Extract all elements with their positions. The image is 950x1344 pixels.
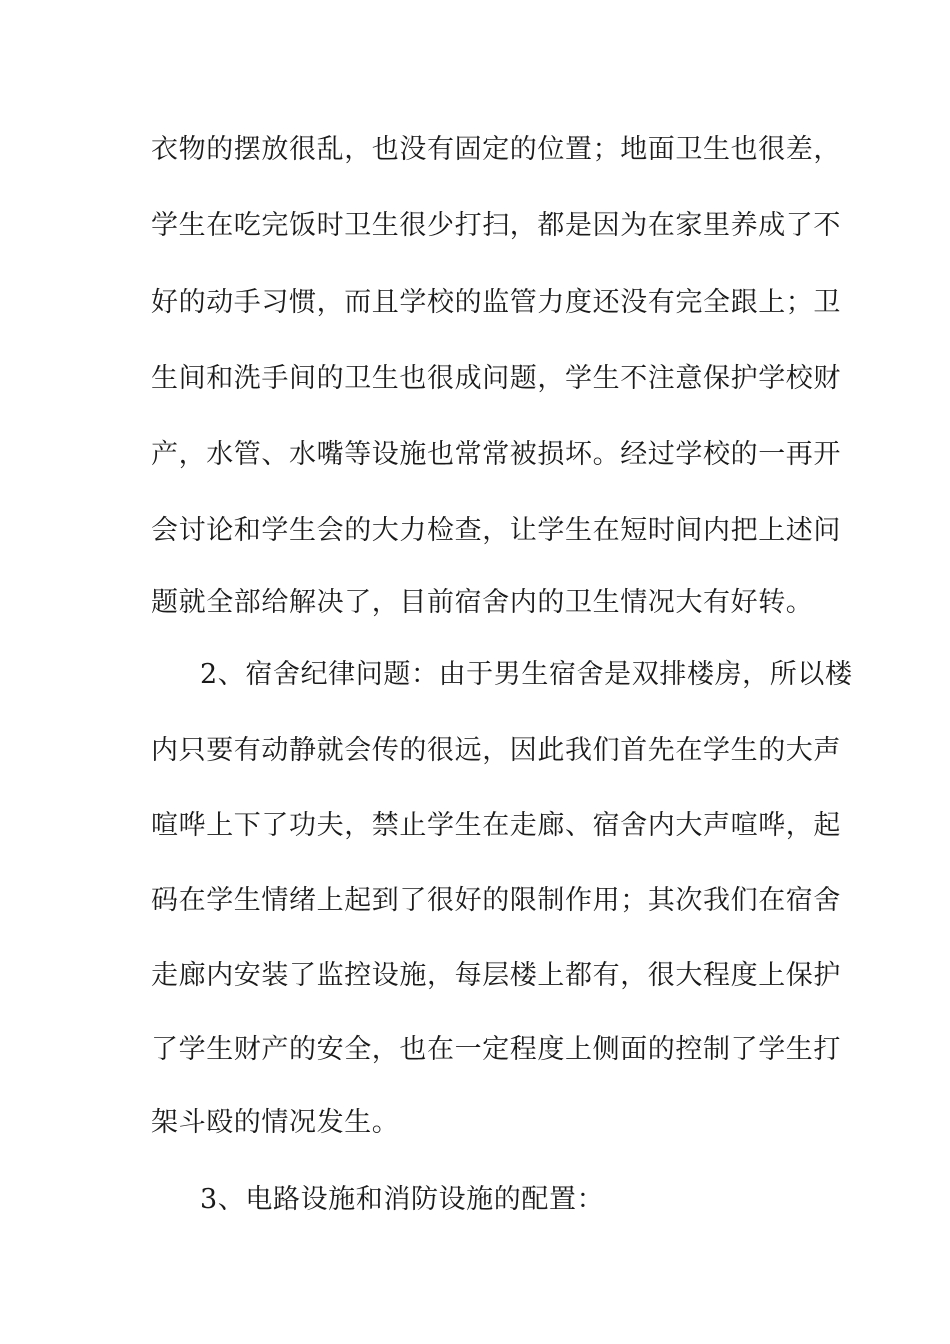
text-line: 生间和洗手间的卫生也很成问题，学生不注意保护学校财	[151, 363, 841, 394]
text-line: 了学生财产的安全，也在一定程度上侧面的控制了学生打	[151, 1034, 841, 1065]
text-line: 题就全部给解决了，目前宿舍内的卫生情况大有好转。	[151, 587, 814, 618]
text-line: 喧哗上下了功夫，禁止学生在走廊、宿舍内大声喧哗，起	[151, 810, 841, 841]
paragraph-2-heading-line: 2、宿舍纪律问题：由于男生宿舍是双排楼房，所以楼	[200, 659, 853, 690]
text-line: 码在学生情绪上起到了很好的限制作用；其次我们在宿舍	[151, 885, 841, 916]
text-line: 好的动手习惯，而且学校的监管力度还没有完全跟上；卫	[151, 287, 841, 318]
text-line: 学生在吃完饭时卫生很少打扫，都是因为在家里养成了不	[151, 210, 841, 241]
paragraph-3-heading-line: 3、电路设施和消防设施的配置：	[200, 1184, 605, 1215]
text-line: 走廊内安装了监控设施，每层楼上都有，很大程度上保护	[151, 960, 841, 991]
text-line: 内只要有动静就会传的很远，因此我们首先在学生的大声	[151, 735, 841, 766]
text-line: 产，水管、水嘴等设施也常常被损坏。经过学校的一再开	[151, 439, 841, 470]
text-line: 衣物的摆放很乱，也没有固定的位置；地面卫生也很差，	[151, 134, 841, 165]
text-line: 架斗殴的情况发生。	[151, 1107, 400, 1138]
text-line: 会讨论和学生会的大力检查，让学生在短时间内把上述问	[151, 515, 841, 546]
